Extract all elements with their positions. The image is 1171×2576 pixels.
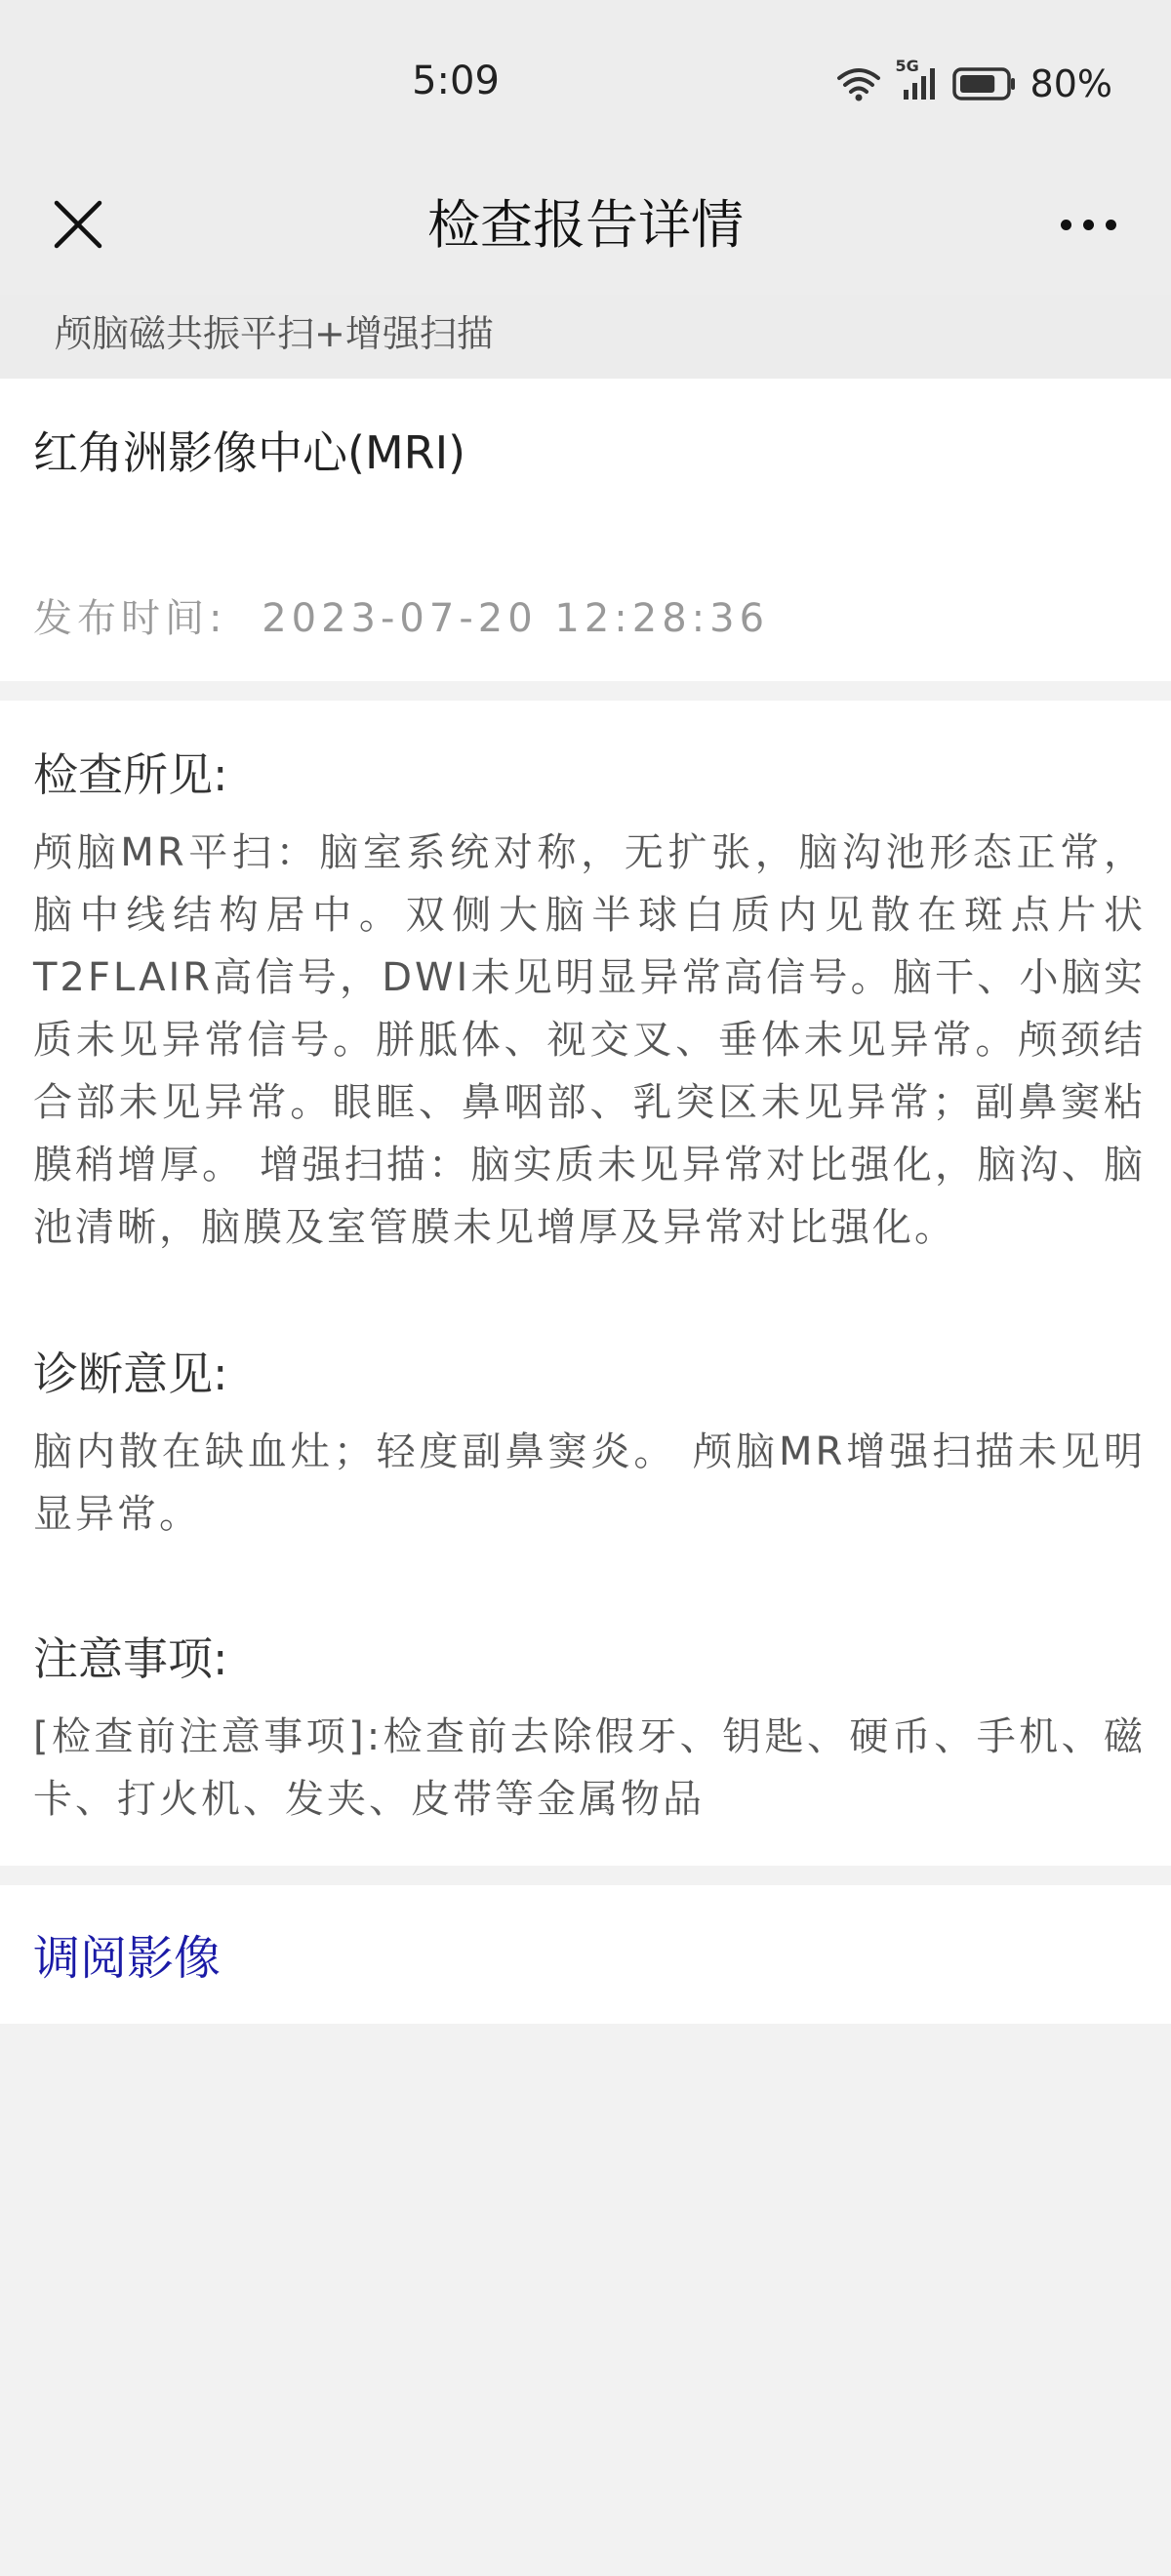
more-icon: [1061, 220, 1071, 230]
more-button[interactable]: [1034, 176, 1142, 273]
page-title: 检查报告详情: [427, 194, 744, 256]
view-images-link[interactable]: 调阅影像: [33, 1931, 222, 1986]
view-images-card: [0, 1885, 1171, 2024]
report-header-card: [0, 379, 1171, 681]
signal-icon: [895, 57, 939, 103]
hospital-name: 红角洲影像中心(MRI): [33, 426, 466, 479]
status-time: 5:09: [412, 59, 500, 103]
exam-type: 颅脑磁共振平扫+增强扫描: [0, 295, 1171, 379]
battery-icon: [952, 66, 1017, 101]
findings-text: 颅脑MR平扫：脑室系统对称，无扩张，脑沟池形态正常，脑中线结构居中。双侧大脑半球白质内见散在斑点片状T2FLAIR高信号，DWI未见明显异常高信号。脑干、小脑实质未见异常信号。胼胝体、视交叉、垂体未见异常。颅颈结合部未见异常。眼眶、鼻咽部、乳突区未见异常；副鼻窦粘膜稍增厚。 增强扫描：脑实质未见异常对比强化，脑沟、脑池清晰，脑膜及室管膜未见增厚及异常对比强化。: [33, 830, 1146, 1250]
findings-title: 检查所见:: [33, 748, 228, 801]
publish-label: 发布时间:: [33, 596, 227, 641]
battery-percent: 80%: [1030, 62, 1112, 105]
diagnosis-text: 脑内散在缺血灶；轻度副鼻窦炎。 颅脑MR增强扫描未见明显异常。: [33, 1429, 1146, 1537]
more-icon-dot: [1083, 220, 1094, 230]
notes-title: 注意事项:: [33, 1632, 228, 1685]
wifi-icon: [835, 64, 882, 103]
status-bar: [0, 0, 1171, 156]
nav-bar: [0, 156, 1171, 295]
publish-time-row: [33, 587, 769, 643]
close-icon: [53, 199, 103, 250]
network-label: 5G: [895, 57, 919, 75]
publish-time: 2023-07-20 12:28:36: [262, 596, 770, 641]
diagnosis-title: 诊断意见:: [33, 1348, 228, 1400]
close-button[interactable]: [29, 176, 127, 273]
report-content-card: [0, 701, 1171, 1866]
more-icon-dot: [1106, 220, 1116, 230]
notes-text: [检查前注意事项]:检查前去除假牙、钥匙、硬币、手机、磁卡、打火机、发夹、皮带等金属物品: [33, 1714, 1146, 1822]
status-icons: [835, 57, 1112, 107]
